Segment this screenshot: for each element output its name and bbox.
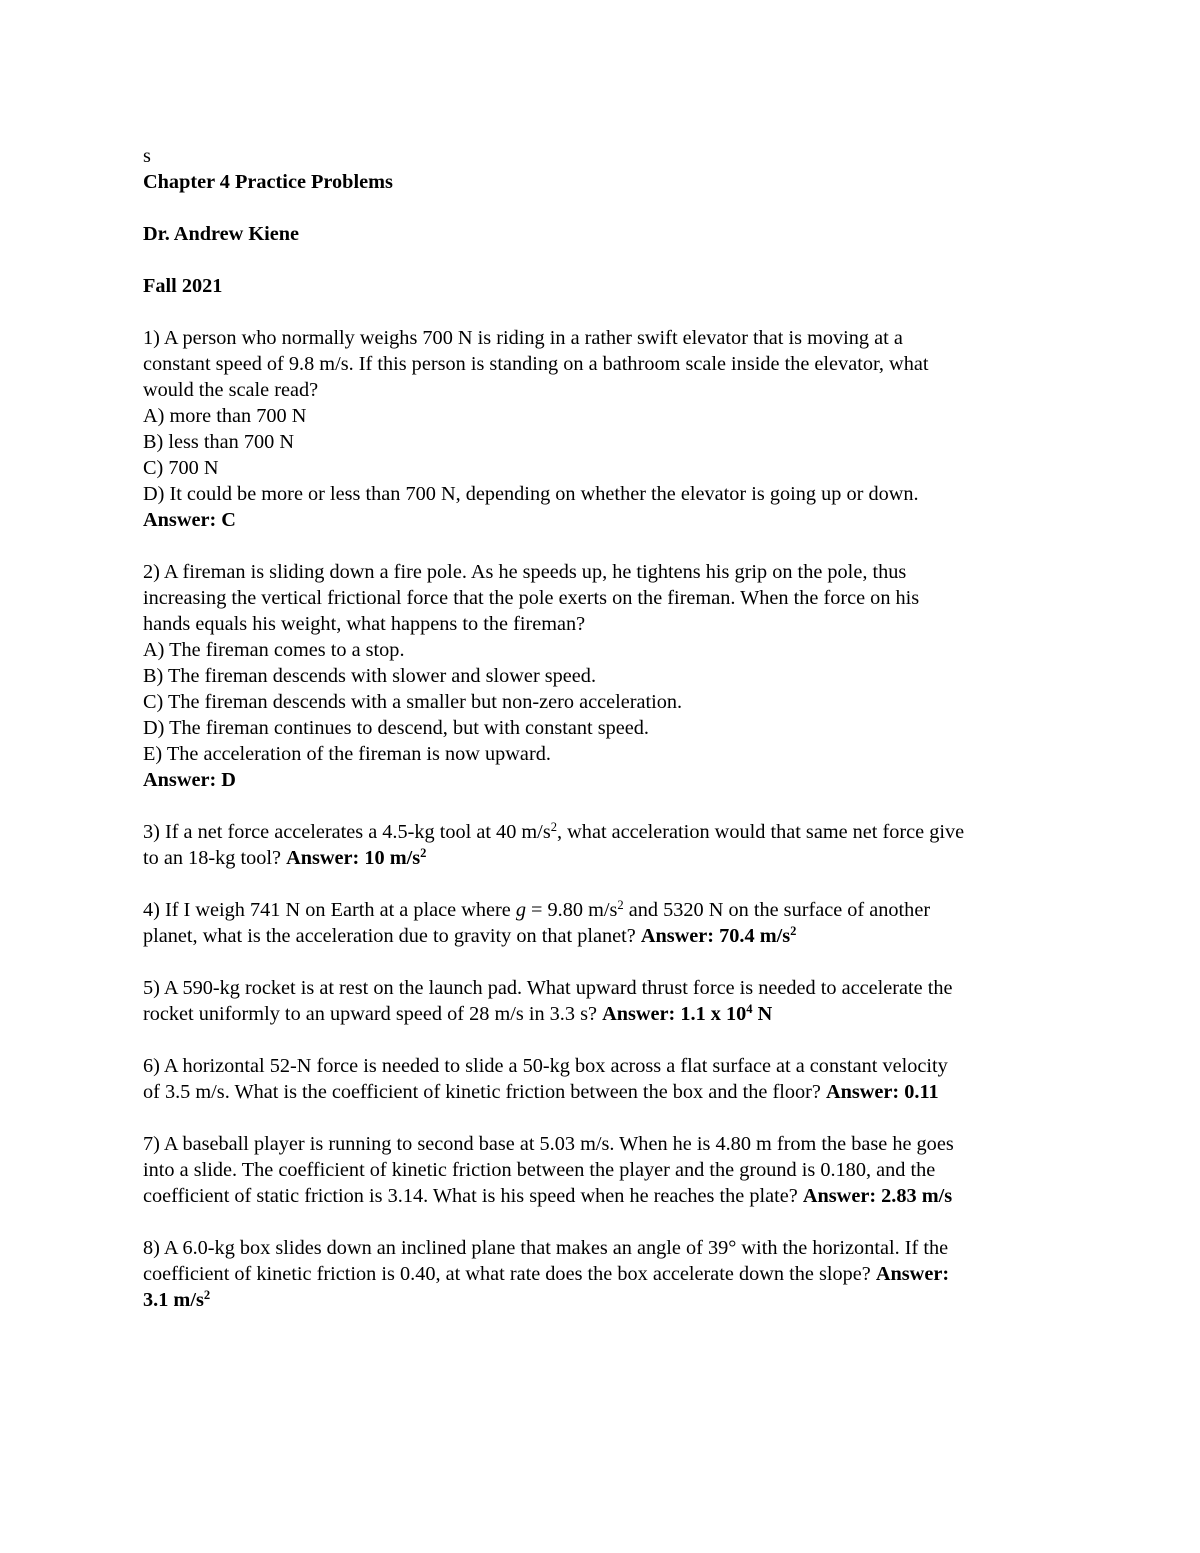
question-3 [143, 819, 1063, 871]
question-number: 6) [143, 1055, 160, 1077]
option-d: D) It could be more or less than 700 N, depending on whether the elevator is going up or down. [143, 483, 919, 505]
document-term: Fall 2021 [143, 275, 223, 297]
question-number: 7) [143, 1133, 160, 1155]
question-text: rocket uniformly to an upward speed of 28 m/s in 3.3 s? [143, 1003, 603, 1025]
question-text: into a slide. The coefficient of kinetic friction between the player and the ground is 0.180, and the [143, 1159, 936, 1181]
question-text: coefficient of static friction is 3.14. What is his speed when he reaches the plate? [143, 1185, 803, 1207]
question-text: If a net force accelerates a 4.5-kg tool at 40 m/s [159, 821, 551, 843]
superscript: 2 [617, 898, 624, 913]
question-text: would the scale read? [143, 379, 319, 401]
question-text: A 6.0-kg box slides down an inclined plane that makes an angle of 39° with the horizontal. If the [159, 1237, 949, 1259]
question-5 [143, 975, 1063, 1027]
superscript: 2 [790, 924, 797, 939]
question-number: 4) [143, 899, 160, 921]
question-text: = 9.80 m/s [525, 899, 618, 921]
option-a: A) The fireman comes to a stop. [143, 639, 405, 661]
answer: Answer: 2.83 m/s [802, 1185, 953, 1207]
page-marker: s [143, 145, 151, 167]
superscript: 2 [550, 820, 558, 835]
question-8 [143, 1235, 1063, 1313]
answer: Answer: 10 m/s [286, 847, 421, 869]
question-text: planet, what is the acceleration due to gravity on that planet? [143, 925, 641, 947]
question-text: increasing the vertical frictional force that the pole exerts on the fireman. When the force on his [143, 587, 920, 609]
question-number: 3) [143, 821, 160, 843]
superscript: 2 [203, 1288, 211, 1303]
option-c: C) The fireman descends with a smaller but non-zero acceleration. [143, 691, 683, 713]
question-text: , what acceleration would that same net force give [557, 821, 965, 843]
question-7 [143, 1131, 1063, 1209]
answer-label: Answer: [875, 1263, 950, 1285]
option-b: B) less than 700 N [143, 431, 294, 453]
question-text: hands equals his weight, what happens to the fireman? [143, 613, 586, 635]
question-number: 5) [143, 977, 160, 999]
answer: Answer: D [143, 769, 236, 791]
option-a: A) more than 700 N [143, 405, 307, 427]
option-c: C) 700 N [143, 457, 219, 479]
question-text: A person who normally weighs 700 N is riding in a rather swift elevator that is moving at a [159, 327, 903, 349]
question-6 [143, 1053, 1063, 1105]
question-text: A horizontal 52-N force is needed to slide a 50-kg box across a flat surface at a constant velocity [159, 1055, 948, 1077]
question-text: A 590-kg rocket is at rest on the launch pad. What upward thrust force is needed to accelerate the [159, 977, 953, 999]
question-2 [143, 559, 1063, 793]
superscript: 2 [420, 846, 427, 861]
gravity-symbol: g [515, 899, 526, 921]
superscript: 4 [746, 1002, 753, 1017]
question-text: A fireman is sliding down a fire pole. As he speeds up, he tightens his grip on the pole, thus [159, 561, 907, 583]
answer: Answer: C [143, 509, 236, 531]
answer: 3.1 m/s [143, 1289, 204, 1311]
answer: Answer: 70.4 m/s [640, 925, 791, 947]
question-4 [143, 897, 1063, 949]
question-text: A baseball player is running to second base at 5.03 m/s. When he is 4.80 m from the base he goes [159, 1133, 954, 1155]
question-number: 2) [143, 561, 160, 583]
answer-unit: N [752, 1003, 773, 1025]
question-text: If I weigh 741 N on Earth at a place where [159, 899, 516, 921]
option-e: E) The acceleration of the fireman is now upward. [143, 743, 551, 765]
question-1 [143, 325, 1063, 533]
answer: Answer: 1.1 x 10 [602, 1003, 747, 1025]
question-number: 8) [143, 1237, 160, 1259]
question-text: and 5320 N on the surface of another [623, 899, 931, 921]
document-page [143, 143, 1063, 1313]
document-author: Dr. Andrew Kiene [143, 223, 300, 245]
question-number: 1) [143, 327, 160, 349]
question-text: to an 18-kg tool? [143, 847, 287, 869]
question-text: coefficient of kinetic friction is 0.40, at what rate does the box accelerate down the slope? [143, 1263, 876, 1285]
option-d: D) The fireman continues to descend, but with constant speed. [143, 717, 649, 739]
question-text: of 3.5 m/s. What is the coefficient of kinetic friction between the box and the floor? [143, 1081, 826, 1103]
question-text: constant speed of 9.8 m/s. If this person is standing on a bathroom scale inside the elevator, what [143, 353, 929, 375]
document-title: Chapter 4 Practice Problems [143, 171, 393, 193]
option-b: B) The fireman descends with slower and slower speed. [143, 665, 597, 687]
answer: Answer: 0.11 [825, 1081, 939, 1103]
